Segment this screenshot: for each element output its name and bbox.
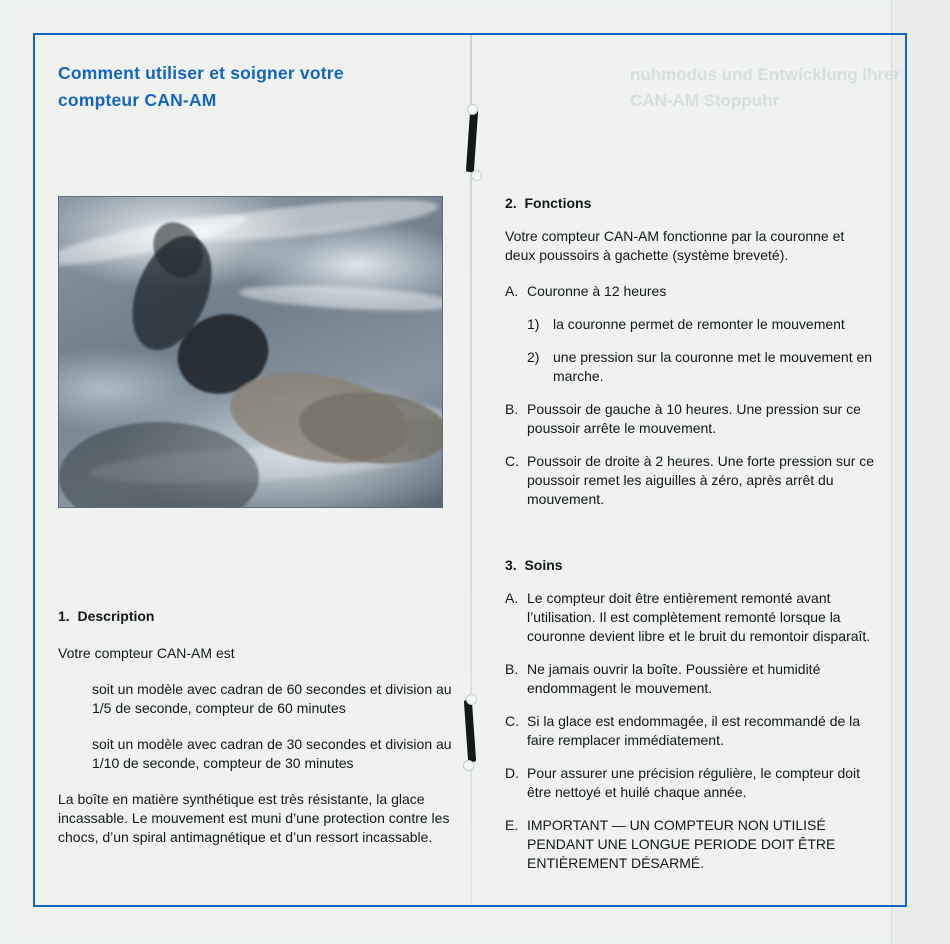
left-column (58, 60, 448, 114)
staple-hole (467, 104, 478, 115)
soins-item (505, 764, 875, 802)
page-title (58, 60, 448, 114)
soins-item-text: Ne jamais ouvrir la boîte. Poussière et humidité endommagent le mouvement. (527, 661, 821, 696)
fonctions-heading (505, 195, 875, 211)
bleed-title-line-2: CAN-AM Stoppuhr (630, 91, 780, 110)
soins-number: 3. (505, 557, 517, 573)
soins-item-marker: B. (505, 661, 519, 677)
fonctions-subitem (527, 348, 875, 386)
description-heading (58, 608, 453, 624)
soins-item-marker: D. (505, 765, 519, 781)
fonctions-item (505, 400, 875, 438)
right-column (505, 195, 875, 887)
description-closing: La boîte en matière synthétique est très résistante, la glace incassable. Le mouvement est muni d’une protection contre les chocs, d’un spiral antimagnétique et d’un ressort incassable. (58, 791, 450, 845)
swimmer-photo (58, 196, 443, 508)
fonctions-item-text: Poussoir de droite à 2 heures. Une forte pression sur ce poussoir remet les aiguilles à zéro, après arrêt du mouvement. (527, 453, 875, 507)
soins-item (505, 589, 875, 646)
soins-item-marker: A. (505, 590, 519, 606)
staple-hole (471, 170, 482, 181)
fonctions-number: 2. (505, 195, 517, 211)
soins-item (505, 816, 875, 873)
soins-item-text: Le compteur doit être entièrement remonté avant l’utilisation. Il est complètement remonté lorsque la couronne devient libre et le bruit du remontoir disparaît. (527, 590, 871, 644)
bleed-title-line-1: nuhmodus und Entwicklung Ihrer (630, 65, 901, 84)
fonctions-item (505, 282, 875, 301)
description-intro: Votre compteur CAN-AM est (58, 645, 235, 661)
fonctions-subitem-text: une pression sur la couronne met le mouvement en marche. (553, 349, 873, 384)
fonctions-subitem (527, 315, 875, 334)
description-heading-label: Description (77, 608, 155, 624)
section-spacer (505, 523, 875, 557)
page-title-line-1: Comment utiliser et soigner votre (58, 63, 344, 83)
fonctions-sublist (527, 315, 875, 386)
page-title-line-2: compteur CAN-AM (58, 90, 217, 110)
fonctions-subitem-text: la couronne permet de remonter le mouvement (553, 316, 845, 332)
soins-heading-label: Soins (524, 557, 563, 573)
description-section (58, 608, 453, 864)
staple-hole (463, 760, 474, 771)
fonctions-subitem-marker: 2) (527, 349, 540, 365)
soins-item-text: IMPORTANT — UN COMPTEUR NON UTILISÉ PENDANT UNE LONGUE PERIODE DOIT ÊTRE ENTIÈREMENT DÉSARMÉ. (527, 817, 836, 871)
soins-heading (505, 557, 875, 573)
fonctions-item-marker: C. (505, 453, 519, 469)
fonctions-item-text: Poussoir de gauche à 10 heures. Une pression sur ce poussoir arrête le mouvement. (527, 401, 861, 436)
fonctions-item-text: Couronne à 12 heures (527, 283, 667, 299)
description-number: 1. (58, 608, 70, 624)
fonctions-item-marker: A. (505, 283, 519, 299)
fonctions-subitem-marker: 1) (527, 316, 540, 332)
staple-hole (466, 694, 477, 705)
fonctions-item (505, 452, 875, 509)
fonctions-item-marker: B. (505, 401, 519, 417)
description-variant-a: soit un modèle avec cadran de 60 secondes et division au 1/5 de seconde, compteur de 60 minutes (92, 681, 452, 716)
soins-item-marker: E. (505, 817, 519, 833)
description-variant-b: soit un modèle avec cadran de 30 secondes et division au 1/10 de seconde, compteur de 30 minutes (92, 736, 452, 771)
fonctions-intro: Votre compteur CAN-AM fonctionne par la couronne et deux poussoirs à gachette (système breveté). (505, 228, 845, 263)
soins-item-text: Si la glace est endommagée, il est recommandé de la faire remplacer immédiatement. (527, 713, 861, 748)
soins-item-marker: C. (505, 713, 519, 729)
fonctions-heading-label: Fonctions (524, 195, 592, 211)
soins-item-text: Pour assurer une précision régulière, le compteur doit être nettoyé et huilé chaque année. (527, 765, 861, 800)
soins-item (505, 660, 875, 698)
soins-item (505, 712, 875, 750)
